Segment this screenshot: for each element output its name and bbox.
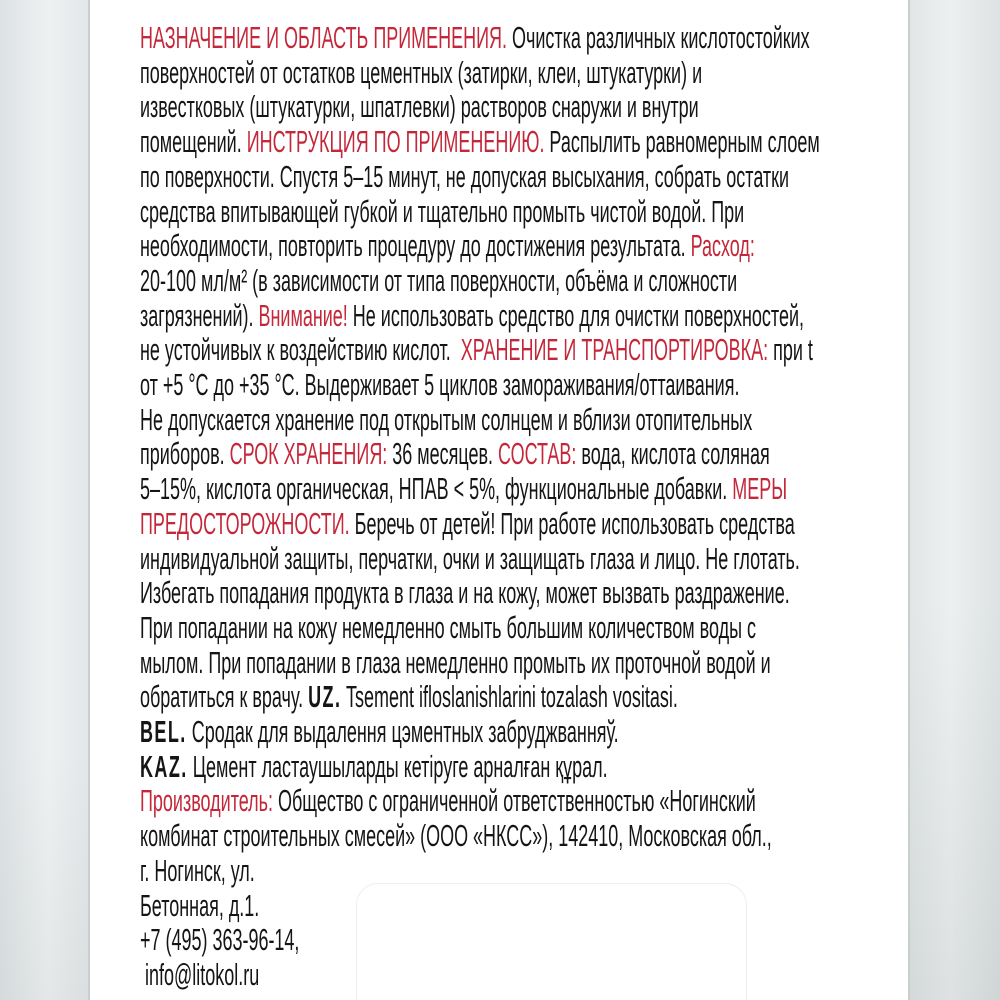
label-text-segment: от +5 °С до +35 °С. Выдерживает 5 циклов замораживания/оттаивания. — [140, 367, 740, 403]
label-line — [140, 195, 820, 230]
label-heading-segment: СОСТАВ: — [498, 436, 577, 472]
label-text-segment: вода, кислота соляная — [576, 436, 770, 472]
label-line — [140, 403, 820, 438]
label-text-segment: Распылить равномерным слоем — [544, 124, 820, 160]
label-heading-segment: Внимание! — [258, 297, 348, 333]
label-text-segment: Цемент ластаушыларды кетіруге арналған құрал. — [187, 748, 608, 784]
label-line — [140, 958, 820, 993]
language-code-segment: BEL. — [140, 714, 187, 750]
label-line — [140, 646, 820, 681]
label-line — [140, 160, 820, 195]
label-line — [140, 56, 820, 91]
label-line — [140, 125, 820, 160]
label-text-segment: приборов. — [140, 436, 230, 472]
label-line — [140, 680, 820, 715]
label-text-segment: Не использовать средство для очистки поверхностей, — [347, 297, 805, 333]
label-heading-segment: НАЗНАЧЕНИЕ И ОБЛАСТЬ ПРИМЕНЕНИЯ. — [140, 20, 508, 55]
label-line — [140, 889, 820, 924]
label-text-segment: Бетонная, д.1. — [140, 887, 260, 923]
label-text-segment: загрязнений). — [140, 297, 259, 333]
label-line — [140, 542, 820, 577]
label-text-segment: +7 (495) 363-96-14, — [140, 922, 300, 958]
label-line — [140, 715, 820, 750]
label-line — [140, 611, 820, 646]
language-code-segment: UZ. — [308, 679, 342, 715]
label-text-segment: средства впитывающей губкой и тщательно промыть чистой водой. При — [140, 193, 745, 229]
language-code-segment: KAZ. — [140, 748, 188, 784]
label-text-segment: Сродак для выдалення цэментных забруджванняў. — [186, 714, 619, 750]
label-text-segment: по поверхности. Спустя 5–15 минут, не допуская высыхания, собрать остатки — [140, 158, 790, 194]
label-line — [140, 90, 820, 125]
label-line — [140, 21, 820, 56]
label-line — [140, 229, 820, 264]
photo-background-left — [0, 0, 90, 1000]
label-text-segment: помещений. — [140, 124, 247, 160]
label-line — [140, 333, 820, 368]
label-text-segment: поверхностей от остатков цементных (затирки, клеи, штукатурки) и — [140, 54, 703, 90]
label-line — [140, 923, 820, 958]
label-text-segment: г. Ногинск, ул. — [140, 852, 255, 888]
label-line — [140, 437, 820, 472]
label-text-segment: Очистка различных кислотостойких — [507, 20, 810, 55]
label-line — [140, 264, 820, 299]
label-text-segment: известковых (штукатурки, шпатлевки) растворов снаружи и внутри — [140, 89, 699, 125]
label-text-segment: Избегать попадания продукта в глаза и на кожу, может вызвать раздражение. — [140, 575, 790, 611]
label-heading-segment: Производитель: — [140, 783, 273, 819]
label-text-segment: Не допускается хранение под открытым солнцем и вблизи отопительных — [140, 401, 753, 437]
label-line — [140, 576, 820, 611]
label-text-segment: 20-100 мл/м² (в зависимости от типа поверхности, объёма и сложности — [140, 262, 738, 298]
label-text-segment: Tsement ifloslanishlarini tozalash vositasi. — [341, 679, 678, 715]
label-text-segment: при t — [768, 332, 813, 368]
label-text-segment: info@litokol.ru — [140, 956, 260, 992]
label-line — [140, 507, 820, 542]
label-heading-segment: ИНСТРУКЦИЯ ПО ПРИМЕНЕНИЮ. — [246, 124, 545, 160]
label-text-segment: мылом. При попадании в глаза немедленно промыть их проточной водой и — [140, 644, 771, 680]
label-text-segment: 36 месяцев. — [387, 436, 499, 472]
label-line — [140, 750, 820, 785]
label-text — [140, 21, 820, 993]
label-text-segment: не устойчивых к воздействию кислот. — [140, 332, 461, 368]
label-text-segment: индивидуальной защиты, перчатки, очки и защищать глаза и лицо. Не глотать. — [140, 540, 800, 576]
label-text-segment: необходимости, повторить процедуру до достижения результата. — [140, 228, 691, 264]
label-heading-segment: Расход: — [690, 228, 755, 264]
label-text-segment: Беречь от детей! При работе использовать средства — [349, 505, 795, 541]
label-line — [140, 854, 820, 889]
label-heading-segment: ХРАНЕНИЕ И ТРАНСПОРТИРОВКА: — [460, 332, 769, 368]
label-line — [140, 819, 820, 854]
label-text-segment: обратиться к врачу. — [140, 679, 309, 715]
label-heading-segment: МЕРЫ — [732, 471, 788, 507]
label-line — [140, 368, 820, 403]
label-text-segment: 5–15%, кислота органическая, НПАВ < 5%, функциональные добавки. — [140, 471, 733, 507]
label-text-segment: Общество с ограниченной ответственностью «Ногинский — [272, 783, 756, 819]
label-line — [140, 784, 820, 819]
label-line — [140, 299, 820, 334]
label-text-segment: комбинат строительных смесей» (ООО «НКСС»), 142410, Московская обл., — [140, 818, 772, 854]
photo-background-right — [908, 0, 1000, 1000]
label-text-segment: При попадании на кожу немедленно смыть большим количеством воды с — [140, 609, 756, 645]
label-heading-segment: ПРЕДОСТОРОЖНОСТИ. — [140, 505, 350, 541]
label-heading-segment: СРОК ХРАНЕНИЯ: — [229, 436, 388, 472]
label-line — [140, 472, 820, 507]
